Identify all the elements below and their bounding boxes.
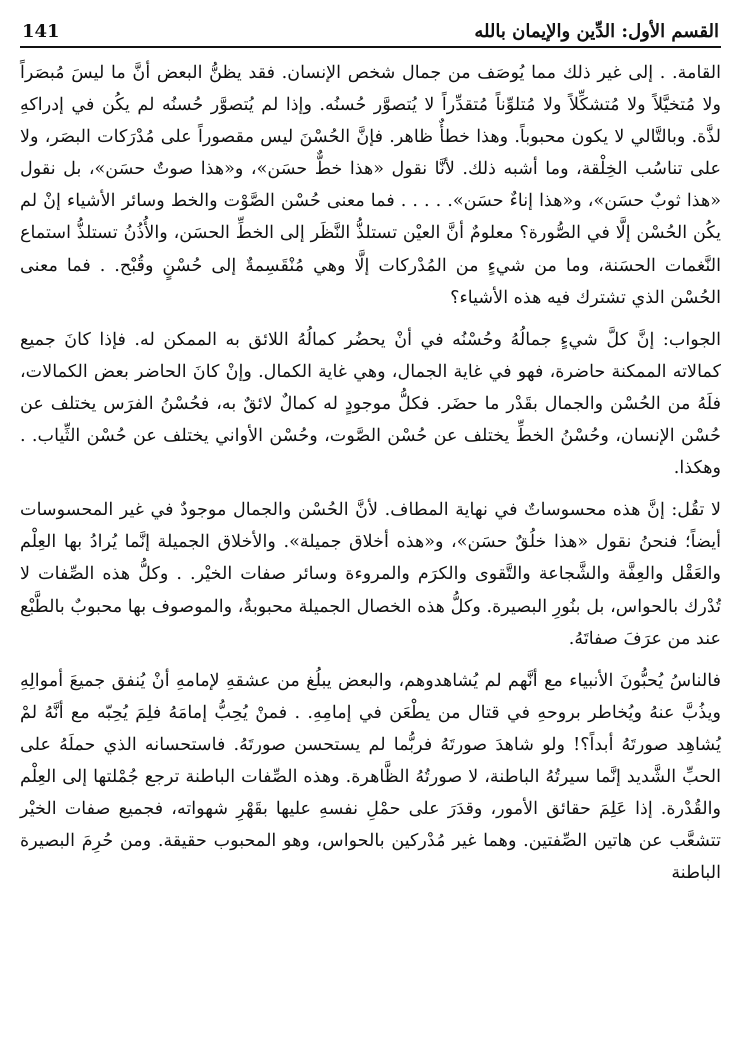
paragraph-4: فالناسُ يُحبُّونَ الأنبياء مع أنَّهم لم يُشاهدوهم، والبعض يبلُغ من عشقهِ لإمامهِ أنْ يُنفق جميعَ أموالِهِ ويذُبَّ عنهُ ويُخاطر بروحهِ في قتال من يطْعَن في إمامِهِ. . فمنْ يُحِبُّ إمامَهُ فلِمَ يُحِبّه مع أنَّهُ لمْ يُشاهِد صورتَهُ أبداً؟! ولو شاهدَ صورتَهُ فربُّما لم يستحسن صورتَهُ. فاستحسانه الذي حملَهُ على الحبِّ الشَّديد إنَّما سيرتُهُ الباطنة، لا صورتُهُ الظَّاهرة. وهذه الصِّفات الباطنة ترجع جُمْلتها إلى العِلْم والقُدْرة. إذا عَلِمَ حقائق الأمور، وقدَرَ على حمْلِ نفسهِ عليها بقَهْرِ شهواته، فجميع صفات الخيْر تتشعَّب عن هاتين الصِّفتين. وهما غير مُدْركين بالحواس، وهو المحبوب حقيقة. ومن حُرِمَ البصيرة الباطنة — [20, 670, 721, 884]
paragraph-3: لا تقُل: إنَّ هذه محسوساتٌ في نهاية المطاف. لأنَّ الحُسْن والجمال موجودٌ في غير المحسوسات أيضاً؛ فنحنُ نقول «هذا خلُقٌ حسَن»، و«هذه أخلاق جميلة». والأخلاق الجميلة إنَّما يُرادُ بها العِلْم والعَقْل والعِفَّة والشَّجاعة والتَّقوى والكرَم والمروءة وسائر صفات الخيْر. . وكلُّ هذه الصِّفات لا تُدْرك بالحواس، بل بنُورِ البصيرة. وكلُّ هذه الخصال الجميلة محبوبةٌ، والموصوف بها محبوبٌ بالطَّبْع عند من عرَفَ صفاتَهُ. — [20, 500, 721, 649]
book-page — [20, 14, 721, 1039]
paragraph-2: الجواب: إنَّ كلَّ شيءٍ جمالُهُ وحُسْنُه في أنْ يحضُر كمالُهُ اللائق به الممكن له. فإذا كانَ جميع كمالاته الممكنة حاضرة، فهو في غاية الجمال، وهي غاية الكمال. وإنْ كانَ الحاضر بعض الكمالات، فلَهُ من الحُسْن والجمال بقَدْر ما حضَر. فكلُّ موجودٍ له كمالٌ لائقٌ به، فحُسْنُ الفرَس يختلف عن حُسْن الإنسان، وحُسْنُ الخطِّ يختلف عن حُسْن الصَّوت، وحُسْن الأواني يختلف عن حُسْن الثِّياب. . وهكذا. — [20, 329, 721, 479]
paragraph-1: القامة. . إلى غير ذلك مما يُوصَف من جمال شخص الإنسان. فقد يظنُّ البعض أنَّ ما ليسَ مُبصَراً ولا مُتخيَّلاً ولا مُتشكِّلاً ولا مُتلوِّناً مُتقدِّراً لا يُتصوَّر حُسنُه. وإذا لم يُتصوَّر حُسنُه لم يكُن في إدراكهِ لذَّة. وبالتَّالي لا يكون محبوباً. وهذا خطأٌ ظاهر. فإنَّ الحُسْنَ ليس مقصوراً على مُدْرَكات البصَر، ولا على تناسُب الخِلْقة، وما أشبه ذلك. لأنَّا نقول «هذا خطٌّ حسَن»، و«هذا صوتٌ حسَن»، بل نقول «هذا ثوبٌ حسَن»، و«هذا إناءٌ حسَن». . . . . فما معنى حُسْن الصَّوْت والخط وسائر الأشياء إنْ لم يكُن الحُسْن إلَّا في الصُّورة؟ معلومٌ أنَّ العيْن تستلذُّ النَّظَر إلى الخطِّ الحسَن، والأُذُنُ تستلذُّ استماع النَّغمات الحسَنة، وما من شيءٍ من المُدْركات إلَّا وهي مُنْقَسِمةٌ إلى حُسْنٍ وقُبْح. . فما معنى الحُسْن الذي تشترك فيه هذه الأشياء؟ — [20, 63, 721, 308]
page-number: 141 — [22, 21, 60, 42]
running-title: القسم الأول: الدِّين والإيمان بالله — [474, 21, 719, 42]
body-text — [20, 57, 721, 889]
page-header — [20, 14, 721, 48]
